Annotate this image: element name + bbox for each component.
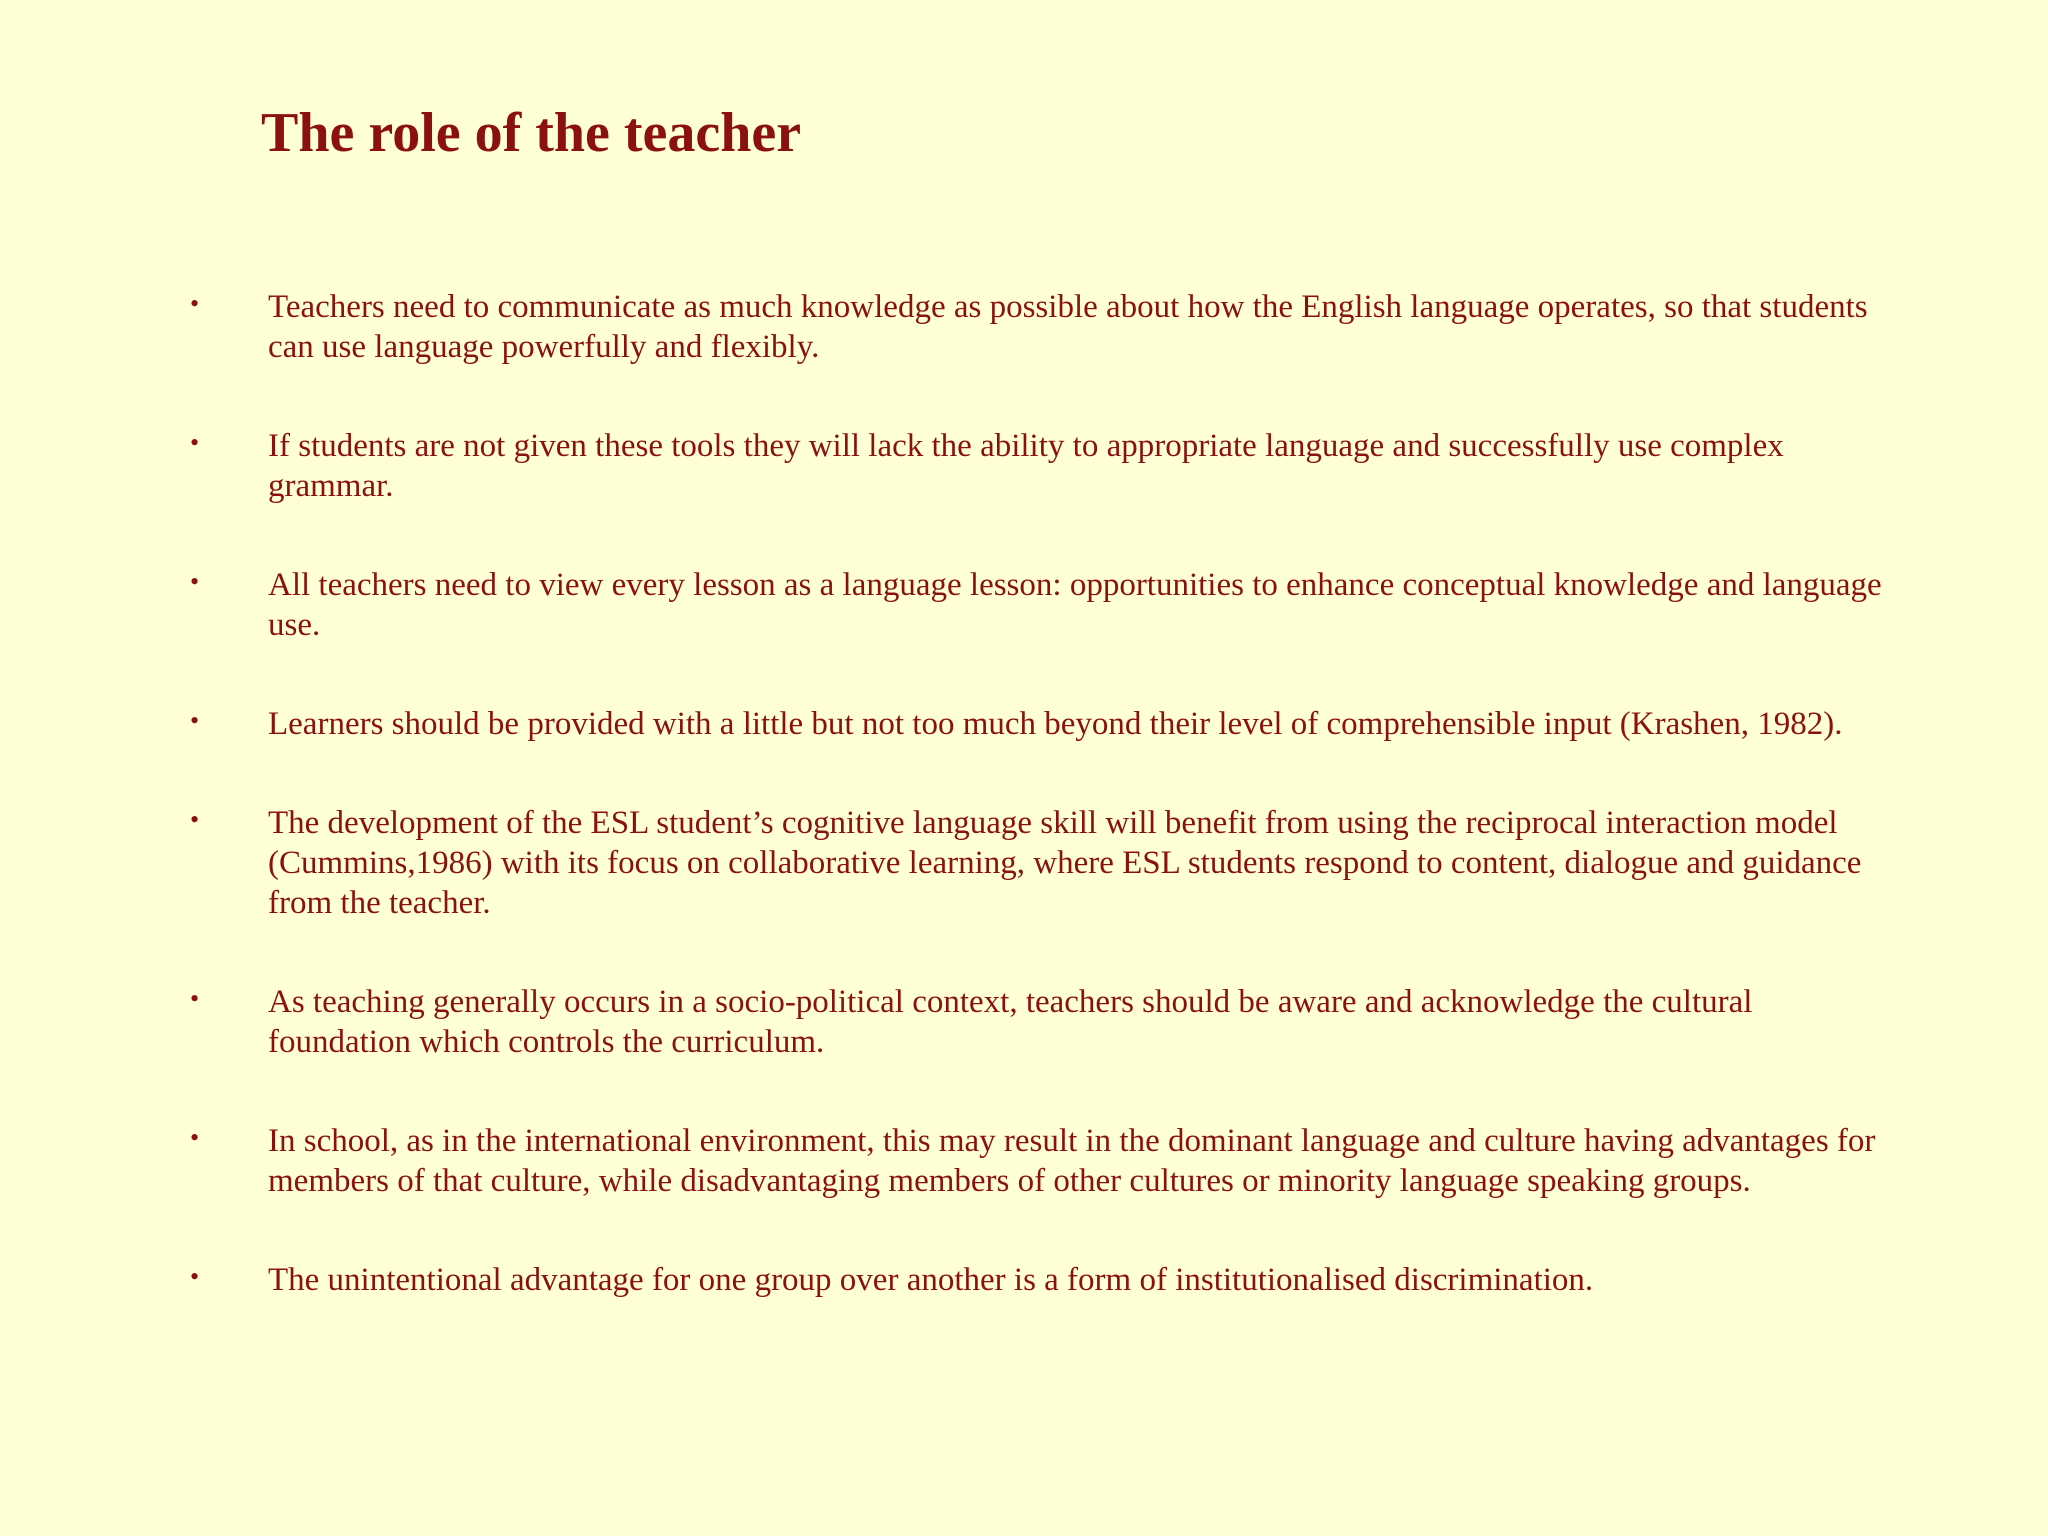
list-item: [0, 803, 1888, 923]
bullet-icon: •: [190, 1123, 200, 1152]
bullet-text: In school, as in the international environment, this may result in the dominant language and culture having advantages for members of that culture, while disadvantaging members of other cultures or minority language speaking groups.: [268, 1123, 1876, 1199]
slide-title: The role of the teacher: [261, 102, 802, 164]
bullet-text: The development of the ESL student’s cognitive language skill will benefit from using the reciprocal interaction model (Cummins,1986) with its focus on collaborative learning, where ESL students respond to content, dialogue and guidance from the teacher.: [268, 805, 1862, 921]
bullet-text: All teachers need to view every lesson as a language lesson: opportunities to enhance conceptual knowledge and language use.: [268, 567, 1882, 643]
bullet-icon: •: [190, 706, 200, 735]
bullet-text: The unintentional advantage for one group over another is a form of institutionalised discrimination.: [268, 1262, 1594, 1298]
list-item: [0, 982, 1888, 1062]
bullet-text: Teachers need to communicate as much knowledge as possible about how the English language operates, so that students can use language powerfully and flexibly.: [268, 289, 1868, 365]
list-item: [0, 565, 1888, 645]
list-item: [0, 1260, 1888, 1300]
bullet-icon: •: [190, 567, 200, 596]
bullet-text: As teaching generally occurs in a socio-political context, teachers should be aware and acknowledge the cultural foundation which controls the curriculum.: [268, 984, 1753, 1060]
bullet-icon: •: [190, 1262, 200, 1291]
bullet-text: Learners should be provided with a little but not too much beyond their level of comprehensible input (Krashen, 1982).: [268, 706, 1843, 742]
list-item: [0, 1121, 1888, 1201]
bullet-list: [0, 287, 2048, 1300]
bullet-icon: •: [190, 805, 200, 834]
bullet-icon: •: [190, 289, 200, 318]
list-item: [0, 287, 1888, 367]
bullet-icon: •: [190, 428, 200, 457]
bullet-text: If students are not given these tools they will lack the ability to appropriate language and successfully use complex grammar.: [268, 428, 1784, 504]
list-item: [0, 426, 1888, 506]
bullet-icon: •: [190, 984, 200, 1013]
list-item: [0, 704, 1888, 744]
